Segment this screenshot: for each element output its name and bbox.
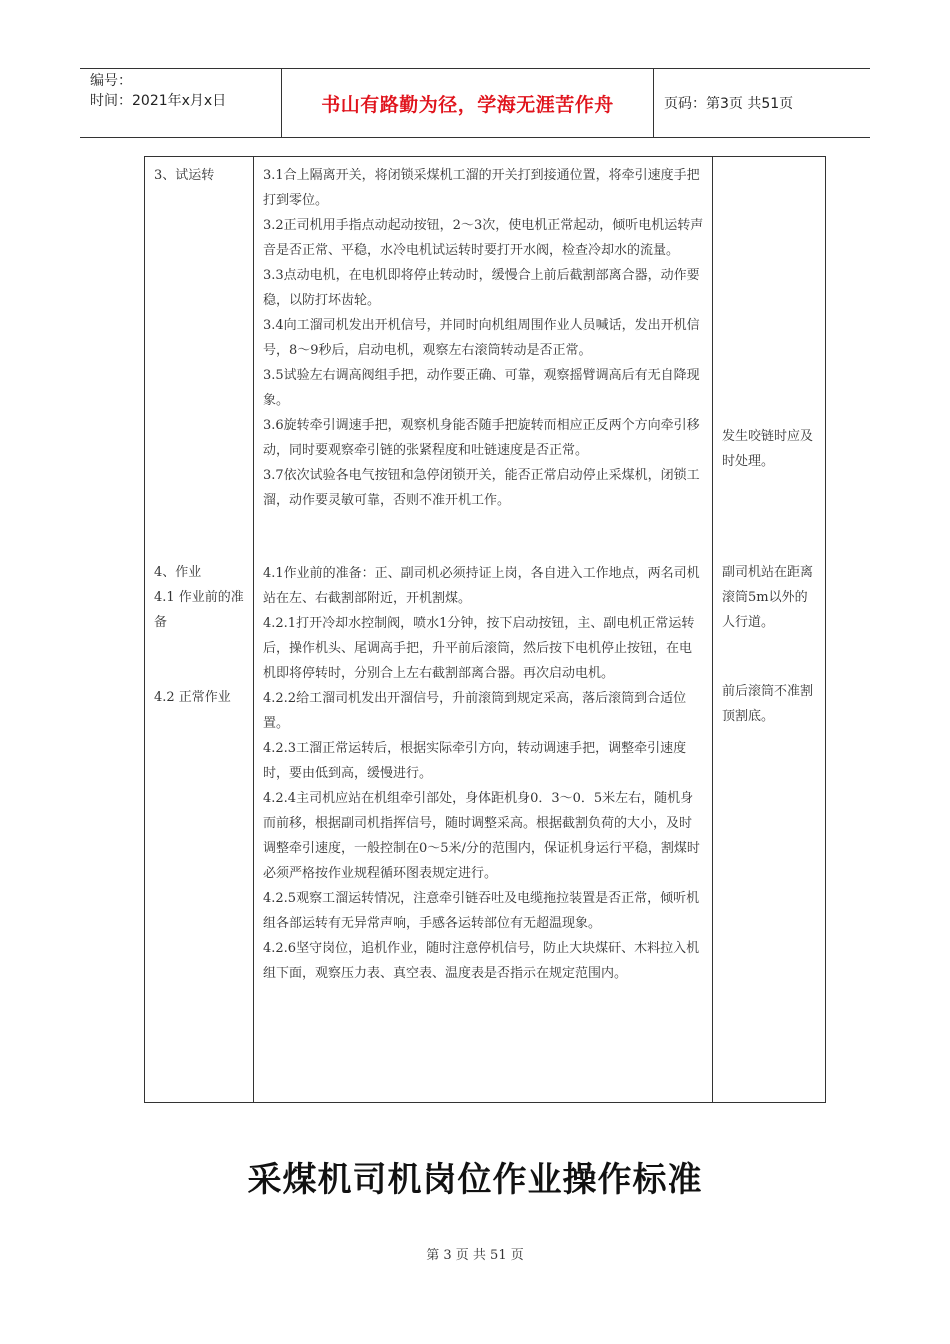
- list-item: 3.1合上隔离开关，将闭锁采煤机工溜的开关打到接通位置，将牵引速度手把打到零位。: [263, 168, 700, 208]
- page-footer: 第 3 页 共 51 页: [426, 1248, 524, 1263]
- table-row: [145, 157, 826, 1103]
- section4-1-title: 4.1 作业前的准备: [154, 590, 244, 630]
- list-item: 3.7依次试验各电气按钮和急停闭锁开关，能否正常启动停止采煤机，闭锁工溜，动作要灵敏可靠，否则不准开机工作。: [263, 468, 700, 508]
- header-info: [80, 69, 282, 137]
- section4-note-1: 副司机站在距离滚筒5m以外的人行道。: [722, 565, 814, 630]
- list-item: 4.2.3工溜正常运转后，根据实际牵引方向，转动调速手把，调整牵引速度时，要由低到高，缓慢进行。: [263, 741, 687, 781]
- list-item: 3.5试验左右调高阀组手把，动作要正确、可靠，观察摇臂调高后有无自降现象。: [263, 368, 700, 408]
- list-item: 4.2.6坚守岗位，追机作业，随时注意停机信号，防止大块煤矸、木料拉入机组下面，观察压力表、真空表、温度表是否指示在规定范围内。: [263, 941, 700, 981]
- list-item: 3.4向工溜司机发出开机信号，并同时向机组周围作业人员喊话，发出开机信号，8～9秒后，启动电机，观察左右滚筒转动是否正常。: [263, 318, 700, 358]
- header-motto: 书山有路勤为径，学海无涯苦作舟: [282, 69, 654, 137]
- list-item: 4.2.4主司机应站在机组牵引部处，身体距机身0．3～0．5米左右，随机身而前移，根据副司机指挥信号，随时调整采高。根据截割负荷的大小，及时调整牵引速度，一般控制在0～5米/分的范围内，保证机身运行平稳，割煤时必须严格按作业规程循环图表规定进行。: [263, 791, 700, 881]
- list-item: 3.6旋转牵引调速手把，观察机身能否随手把旋转而相应正反两个方向牵引移动，同时要观察牵引链的张紧程度和吐链速度是否正常。: [263, 418, 700, 458]
- list-item: 4.1作业前的准备：正、副司机必须持证上岗，各自进入工作地点，两名司机站在左、右截割部附近，开机割煤。: [263, 566, 700, 606]
- section4-note-2: 前后滚筒不准割顶割底。: [722, 684, 814, 724]
- section4-2-title: 4.2 正常作业: [154, 690, 231, 705]
- list-item: 4.2.5观察工溜运转情况，注意牵引链吞吐及电缆拖拉装置是否正常，倾听机组各部运转有无异常声响，手感各运转部位有无超温现象。: [263, 891, 700, 931]
- list-item: 4.2.2给工溜司机发出开溜信号，升前滚筒到规定采高，落后滚筒到合适位置。: [263, 691, 687, 731]
- time-label: 时间：2021年x月x日: [90, 93, 227, 109]
- document-title: 采煤机司机岗位作业操作标准: [247, 1160, 703, 1200]
- list-item: 3.2正司机用手指点动起动按钮，2～3次，使电机正常起动，倾听电机运转声音是否正常、平稳，水冷电机试运转时要打开水阀，检查冷却水的流量。: [263, 218, 704, 258]
- list-item: 3.3点动电机，在电机即将停止转动时，缓慢合上前后截割部离合器，动作要稳，以防打坏齿轮。: [263, 268, 700, 308]
- number-label: 编号：: [90, 73, 132, 89]
- procedure-table: [144, 156, 826, 1103]
- section4-title: 4、作业: [154, 565, 202, 580]
- step-column: [145, 157, 254, 1103]
- page-header: [80, 68, 870, 138]
- note-column: [713, 157, 826, 1103]
- header-page-label: 页码：第3页 共51页: [664, 96, 794, 112]
- section3-note: 发生咬链时应及时处理。: [722, 429, 814, 469]
- section3-title: 3、试运转: [154, 168, 215, 183]
- content-column: [254, 157, 713, 1103]
- list-item: 4.2.1打开冷却水控制阀，喷水1分钟，按下启动按钮，主、副电机正常运转后，操作机头、尾调高手把，升平前后滚筒，然后按下电机停止按钮，在电机即将停转时，分别合上左右截割部离合器。再次启动电机。: [263, 616, 695, 681]
